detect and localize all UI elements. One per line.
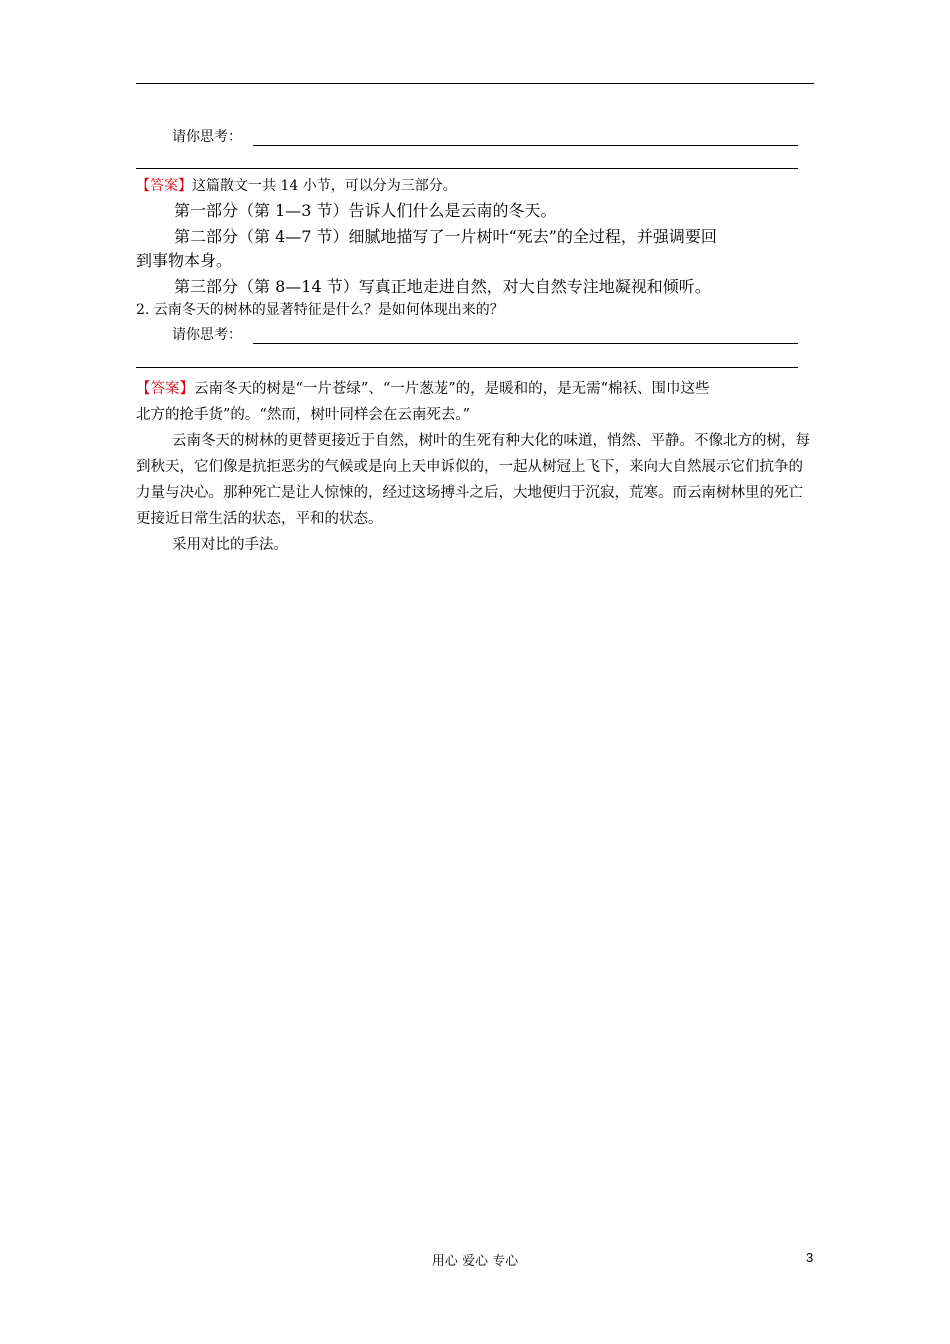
answer-tag-2: 【答案】 [136,381,194,397]
think-answer-line-4[interactable] [136,367,798,368]
answer-2-line-1: 【答案】云南冬天的树是“一片苍绿”、“一片葱茏”的，是暖和的，是无需“棉袄、围巾这些 [136,381,710,397]
think-answer-line-2[interactable] [136,168,798,169]
think-answer-line-1[interactable] [253,145,798,146]
answer-intro [136,176,457,196]
page-footer: 用心 爱心 专心 [431,1254,519,1269]
answer-2-block [136,376,816,558]
answer-part-2-line-2: 到事物本身。 [136,251,233,270]
header-rule [136,83,814,84]
think-answer-line-3[interactable] [253,343,798,344]
answer-part-2-line-1: 第二部分（第 4—7 节）细腻地描写了一片树叶“死去”的全过程，并强调要回 [174,227,717,246]
page-number: 3 [806,1250,814,1265]
answer-part-3: 第三部分（第 8—14 节）写真正地走进自然，对大自然专注地凝视和倾听。 [174,277,711,296]
answer-2-paragraph-2: 云南冬天的树林的更替更接近于自然，树叶的生死有种大化的味道，悄然、平静。不像北方的树，每到秋天，它们像是抗拒恶劣的气候或是向上天申诉似的，一起从树冠上飞下，来向大自然展示它们抗争的力量与决心。那种死亡是让人惊悚的，经过这场搏斗之后，大地便归于沉寂，荒寒。而云南树林里的死亡更接近日常生活的状态，平和的状态。 [136,433,810,527]
answer-2-paragraph-3: 采用对比的手法。 [172,537,288,553]
think-label-2: 请你思考： [172,327,242,343]
think-label-1: 请你思考： [172,129,242,145]
answer-tag: 【答案】 [136,178,192,194]
answer-2-line-2: 北方的抢手货”的。“然而，树叶同样会在云南死去。” [136,407,470,423]
question-2: 2. 云南冬天的树林的显著特征是什么？是如何体现出来的？ [136,302,504,318]
answer-intro-text: 这篇散文一共 14 小节，可以分为三部分。 [192,178,457,194]
answer-part-1: 第一部分（第 1—3 节）告诉人们什么是云南的冬天。 [174,201,557,220]
